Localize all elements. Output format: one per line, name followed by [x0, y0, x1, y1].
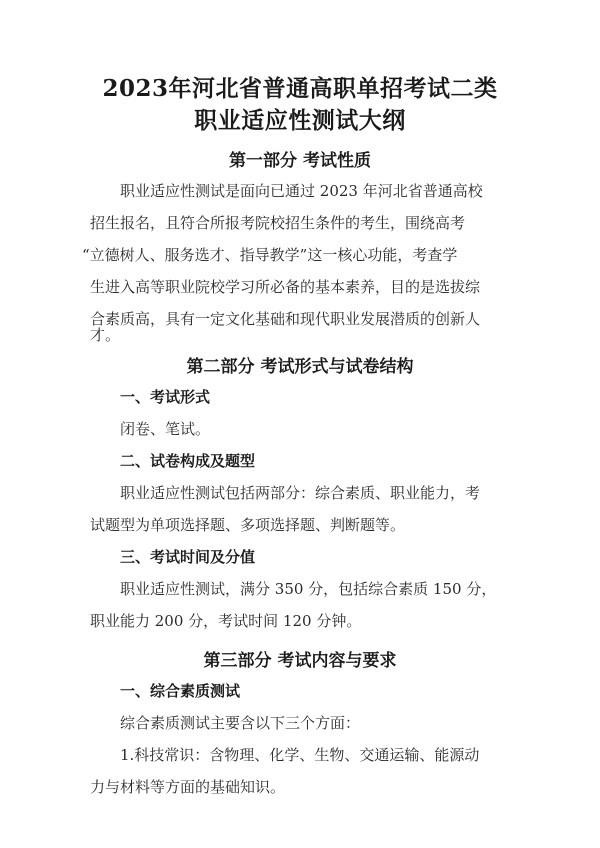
part2-sec3-line-1: 职业适应性测试，满分 350 分，包括综合素质 150 分， [120, 580, 497, 598]
document-title-line1: 2023年河北省普通高职单招考试二类 [102, 75, 498, 102]
part1-line-3: “立德树人、服务选才、指导教学”这一核心功能，考查学 [82, 246, 458, 264]
part2-sec3-line-2: 职业能力 200 分，考试时间 120 分钟。 [90, 612, 362, 630]
part3-item1-line-1: 1.科技常识：含物理、化学、生物、交通运输、能源动 [120, 746, 480, 764]
part2-sec2-line-1: 职业适应性测试包括两部分：综合素质、职业能力，考 [120, 484, 481, 502]
part1-heading: 第一部分 考试性质 [229, 151, 371, 171]
document-title-line2: 职业适应性测试大纲 [194, 107, 406, 134]
part2-sec2-heading: 二、试卷构成及题型 [120, 452, 256, 470]
part3-sec1-heading: 一、综合素质测试 [120, 682, 241, 700]
part1-line-2: 招生报名，且符合所报考院校招生条件的考生，围绕高考 [90, 214, 466, 232]
part3-sec1-intro: 综合素质测试主要含以下三个方面： [120, 714, 361, 732]
part1-line-4: 生进入高等职业院校学习所必备的基本素养，目的是选拔综 [90, 278, 481, 296]
part1-line-5: 合素质高，具有一定文化基础和现代职业发展潜质的创新人 [90, 310, 481, 328]
part1-line-6: 才。 [90, 326, 121, 344]
part2-sec1-text: 闭卷、笔试。 [120, 420, 211, 438]
part2-sec2-line-2: 试题型为单项选择题、多项选择题、判断题等。 [90, 516, 406, 534]
part2-sec1-heading: 一、考试形式 [120, 388, 211, 406]
part3-heading: 第三部分 考试内容与要求 [203, 651, 397, 671]
part2-sec3-heading: 三、考试时间及分值 [120, 548, 256, 566]
part3-item1-line-2: 力与材料等方面的基础知识。 [90, 778, 286, 796]
part1-line-1: 职业适应性测试是面向已通过 2023 年河北省普通高校 [120, 182, 483, 200]
part2-heading: 第二部分 考试形式与试卷结构 [186, 357, 414, 377]
